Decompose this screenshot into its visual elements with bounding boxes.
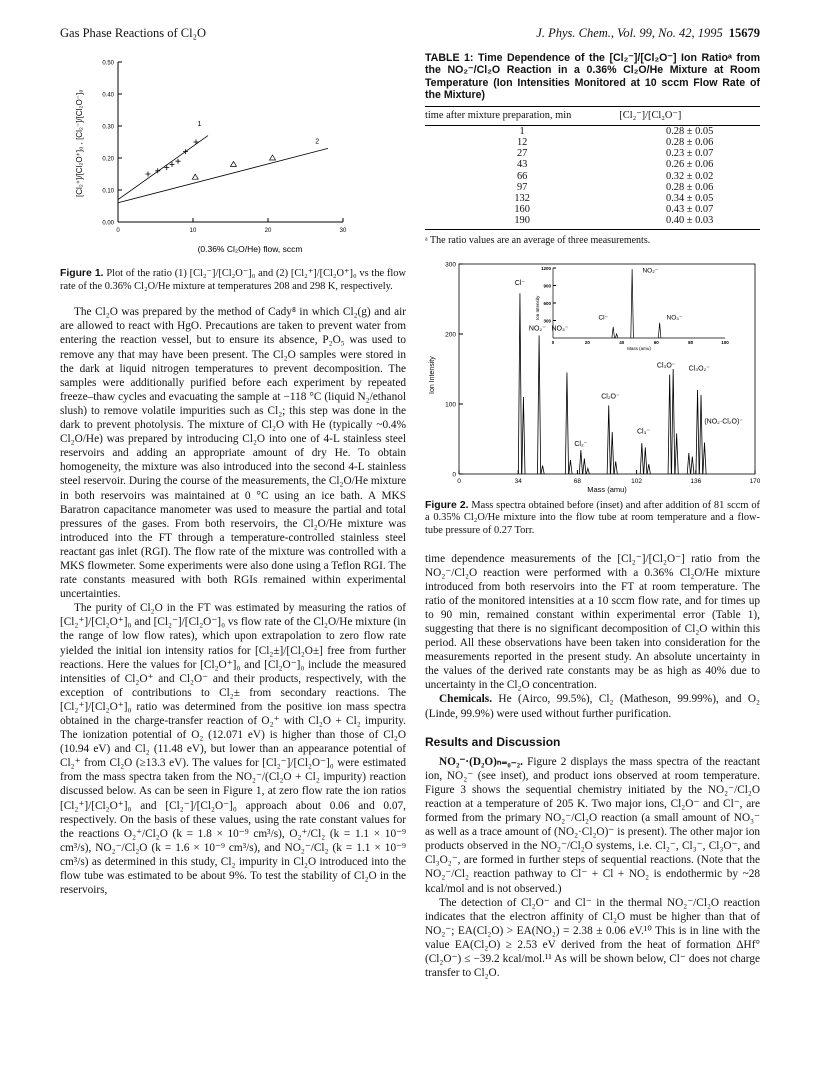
figure-1-caption-text: Plot of the ratio (1) [Cl₂⁻]/[Cl₂O⁻]₀ and (2) [Cl₂⁺]/[Cl₂O⁺]₀ vs the flow rate of the 0.36% Cl₂O/He mixture at temperatures 208 and 298 K, respectively. bbox=[60, 268, 406, 292]
table-cell-ratio: 0.28 ± 0.06 bbox=[666, 181, 714, 193]
table-1-footnote: ᵃ The ratio values are an average of three measurements. bbox=[425, 234, 651, 246]
figure-1-curve-2-label: 2 bbox=[315, 138, 320, 146]
figure-2-peak bbox=[607, 405, 610, 474]
figure-2-peak bbox=[640, 443, 643, 474]
figure-2-inset bbox=[535, 266, 729, 351]
figure-2-caption-label: Figure 2. bbox=[425, 499, 469, 511]
table-row bbox=[425, 125, 760, 137]
no2-results-text: Figure 2 displays the mass spectra of the reactant ion, NO₂⁻ (see inset), and product ions observed at room temperature. Figure 3 shows the sequential chemistry initiated by the NO₂⁻/Cl₂O reaction at a temperature of 205 K. Two major ions, Cl₂O⁻ and Cl⁻, are formed from the primary NO₂⁻/Cl₂O reaction (a small amount of NO₃⁻ as well as a trace amount of (NO₂·Cl₂O)⁻ is present). The other major ion products observed in the NO₂⁻/Cl₂O systems, i.e. Cl₂⁻, Cl₃⁻, Cl₃O⁻, and Cl₃O₂⁻, are formed in further steps of sequential reactions. (Note that the NO₂⁻/Cl₂ reaction pathway to Cl⁻ + Cl + NO₂ is endothermic by ~28 kcal/mol and is not observed.) bbox=[425, 755, 760, 895]
figure-2-y-tick-label: 0 bbox=[452, 471, 456, 479]
figure-1-x-tick-label: 20 bbox=[264, 228, 272, 234]
table-1-header-ratio: [Cl₂⁻]/[Cl₂O⁻] bbox=[619, 106, 760, 125]
figure-2-peak bbox=[583, 458, 586, 473]
figure-1-curve-1-label: 1 bbox=[197, 121, 202, 128]
figure-2-x-tick-label: 102 bbox=[631, 477, 643, 485]
figure-1-fit-line-1 bbox=[118, 136, 208, 200]
figure-1-y-label: [Cl₂⁺]/[Cl₂O⁺]₀ , [Cl₂⁻]/[Cl₂O⁻]₀ bbox=[75, 89, 84, 197]
table-row bbox=[425, 182, 760, 193]
running-head-left: Gas Phase Reactions of Cl₂O bbox=[60, 26, 207, 40]
table-cell-time: 190 bbox=[425, 215, 619, 229]
figure-2-inset-y-tick-label: 1200 bbox=[540, 265, 551, 271]
paragraph-cl2o-preparation: The Cl₂O was prepared by the method of Cady⁸ in which Cl₂(g) and air are allowed to react with HgO. Precautions are taken to prevent water from entering the reaction vessel, but to ensure its absence, P₂O₅ was used to remove any that may have been present. The Cl₂O samples were stored in the dark at liquid nitrogen temperatures to prevent decomposition. The samples were additionally purified before each experiment by repeated freeze–thaw cycles and evacuating the sample at −118 °C (liquid N₂/ethanol slush) to remove volatile impurities such as Cl₂; this step was done in the dark to prevent photolysis. The mixture of Cl₂O with He (typically ~0.4% Cl₂O/He) was prepared by introducing Cl₂O into one of 4-L stainless steel reservoirs and adding an appropriate amount of dry He. To obtain homogeneity, the mixture was also introduced into the second 4-L stainless steel reservoir. During the course of the measurements, the Cl₂O/He mixture in both reservoirs was maintained at 0 °C using an ice bath. A MKS Baratron capacitance manometer was used to measure the partial and total pressures of the gases. From both reservoirs, the Cl₂O/He mixture was introduced into the FT through a temperature-controlled stainless steel reactant gas inlet (RGI). The flow rate of the mixture was controlled with a MKS flowmeter. Some experiments were also done using a Teflon RGI. The rate constants measured with both RGIs remained within experimental uncertainties. bbox=[60, 306, 406, 601]
figure-2-inset-peak bbox=[631, 269, 634, 338]
figure-1-caption bbox=[60, 268, 406, 293]
figure-1-point-series-1 bbox=[146, 172, 151, 177]
figure-2-peak-label-cl3o2: Cl₃O₂⁻ bbox=[688, 365, 710, 373]
figure-2-peak bbox=[518, 293, 521, 474]
figure-2-peak bbox=[569, 460, 572, 474]
table-cell-ratio: 0.32 ± 0.02 bbox=[666, 170, 714, 182]
figure-1-y-tick-label: 0.30 bbox=[102, 124, 114, 131]
table-cell-ratio: 0.34 ± 0.05 bbox=[666, 192, 714, 204]
figure-2-caption-text: Mass spectra obtained before (inset) and after addition of 81 sccm of a 0.35% Cl₂O/He mixture into the flow tube at room temperature and a flow-tube pressure of 0.27 Torr. bbox=[425, 499, 760, 536]
figure-2-inset-peak bbox=[658, 322, 661, 337]
table-row bbox=[425, 159, 760, 170]
figure-2-peak-label-cl2: Cl₂⁻ bbox=[574, 440, 588, 448]
figure-1-point-series-2 bbox=[270, 155, 276, 160]
figure-2-inset-x-label: Mass (amu) bbox=[627, 345, 651, 351]
table-row bbox=[425, 148, 760, 159]
figure-2-peak bbox=[541, 465, 544, 473]
table-cell-ratio: 0.40 ± 0.03 bbox=[619, 215, 760, 229]
figure-2-inset-x-tick-label: 20 bbox=[584, 339, 590, 345]
figure-1-caption-label: Figure 1. bbox=[60, 268, 104, 280]
figure-2-peak bbox=[703, 442, 706, 474]
figure-1-plot bbox=[60, 52, 406, 262]
table-row bbox=[425, 204, 760, 215]
figure-2-peak bbox=[644, 447, 647, 474]
figure-2-x-tick-label: 170 bbox=[749, 477, 760, 485]
figure-2-y-tick-label: 300 bbox=[445, 261, 456, 269]
table-cell-time: 1 bbox=[519, 125, 525, 137]
figure-2-caption bbox=[425, 500, 760, 538]
figure-2-x-tick-label: 68 bbox=[573, 477, 582, 485]
figure-2-peak-label-no3: NO₃⁻ bbox=[551, 325, 569, 333]
figure-2-peak bbox=[586, 468, 589, 474]
table-cell-time: 66 bbox=[516, 170, 528, 182]
figure-1-y-tick-label: 0.40 bbox=[102, 92, 114, 99]
figure-1-fit-line-2 bbox=[118, 148, 328, 202]
figure-2-frame bbox=[459, 264, 755, 474]
figure-2-peak bbox=[696, 390, 699, 474]
figure-1-x-tick-label: 10 bbox=[189, 228, 197, 234]
table-cell-time: 27 bbox=[516, 148, 528, 160]
no2-subheading: NO₂⁻·(D₂O)ₙ₌₀₋₂. bbox=[439, 755, 523, 768]
paragraph-electron-affinity: The detection of Cl₂O⁻ and Cl⁻ in the thermal NO₂⁻/Cl₂O reaction indicates that the electron affinity of Cl₂O must be higher than that of NO₂⁻; EA(Cl₂O) > EA(NO₂) = 2.38 ± 0.06 eV.¹⁰ This is in line with the value EA(Cl₂O) ≥ 2.53 eV derived from the heat of formation ΔHf°(Cl₂O⁻) ≤ −39.2 kcal/mol.¹¹ As will be shown below, Cl⁻ does not charge transfer to Cl₂O. bbox=[425, 896, 760, 980]
figure-2-inset-label-no2: NO₂⁻ bbox=[642, 267, 659, 275]
figure-1-x-tick-label: 30 bbox=[339, 228, 347, 234]
figure-2-x-label: Mass (amu) bbox=[587, 484, 627, 494]
figure-2-y-tick-label: 100 bbox=[445, 401, 456, 409]
figure-2-peak bbox=[611, 432, 614, 474]
figure-2-x-tick-label: 136 bbox=[690, 477, 702, 485]
figure-2-inset-y-tick-label: 900 bbox=[543, 283, 551, 289]
chemicals-heading: Chemicals. bbox=[439, 693, 493, 706]
figure-2-y-tick-label: 200 bbox=[445, 331, 456, 339]
figure-1-point-series-1 bbox=[176, 159, 181, 164]
figure-2-peak bbox=[668, 374, 671, 473]
table-cell-ratio: 0.28 ± 0.06 bbox=[666, 136, 714, 148]
table-1-title: TABLE 1: Time Dependence of the [Cl₂⁻]/[Cl₂O⁻] Ion Ratioᵃ from the NO₂⁻/Cl₂O Reaction in a 0.36% Cl₂O/He Mixture at Room Temperature (Ion Intensities Monitored at 10 sccm Flow Rate of the Mixture) bbox=[425, 52, 760, 102]
figure-2-peak-label-cl2o: Cl₂O⁻ bbox=[601, 393, 620, 401]
chemicals-text: He (Airco, 99.5%), Cl₂ (Matheson, 99.99%), and O₂ (Linde, 99.9%) were used without further purification. bbox=[425, 693, 760, 720]
paragraph-no2-results bbox=[425, 755, 760, 896]
right-column bbox=[425, 52, 760, 980]
figure-2-peak bbox=[672, 369, 675, 474]
figure-1-y-tick-label: 0.50 bbox=[102, 60, 114, 67]
figure-2-peak bbox=[537, 335, 540, 474]
figure-2-peak bbox=[614, 461, 617, 474]
table-row bbox=[425, 137, 760, 148]
figure-1-point-series-1 bbox=[183, 149, 188, 154]
figure-2-peak bbox=[691, 456, 694, 474]
figure-2-peak bbox=[699, 395, 702, 474]
journal-citation: J. Phys. Chem., Vol. 99, No. 42, 1995 bbox=[536, 26, 723, 40]
table-cell-time: 12 bbox=[516, 136, 528, 148]
paragraph-cl2o-purity: The purity of Cl₂O in the FT was estimated by measuring the ratios of [Cl₂⁺]/[Cl₂O⁺]₀ and [Cl₂⁻]/[Cl₂O⁻]₀ vs flow rate of the Cl₂O/He mixture (in the range of low flow rates), which upon extrapolation to zero flow rate yielded the initial ion intensity ratios for [Cl₂±]/[Cl₂O±] free from further reactions. Here the values for [Cl₂O⁺]₀ and [Cl₂O⁻]₀ include the measured intensities of Cl₂O⁺ and Cl₂O⁻ and their products, respectively, with the exception of contributions to Cl₂± from secondary reactions. The [Cl₂⁺]/[Cl₂O⁺]₀ ratio was determined from the positive ion mass spectra obtained in the charge-transfer reaction of O₂⁺ with Cl₂O + Cl₂ impurity. The ionization potential of O₂ (12.071 eV) is higher than those of Cl₂O (10.94 eV) and Cl₂ (11.48 eV), but lower than an appearance potential of Cl₂⁺ from Cl₂O (≥13.3 eV). The values for [Cl₂⁻]/[Cl₂O⁻]₀ were estimated from the mass spectra taken from the NO₂⁻/(Cl₂O + Cl₂ impurity) reaction discussed below. As can be seen in Figure 1, at zero flow rate the ion ratios [Cl₂⁺]/[Cl₂O⁺]₀ and [Cl₂⁻]/[Cl₂O⁻]₀ approach about 0.06 and 0.07, respectively. On the basis of these values, using the rate constant values for the reactions O₂⁺/Cl₂O (k = 1.8 × 10⁻⁹ cm³/s), O₂⁺/Cl₂ (k = 1.1 × 10⁻⁹ cm³/s), NO₂⁻/Cl₂O (k = 1.6 × 10⁻⁹ cm³/s), and NO₂⁻/Cl₂ (k = 1.1 × 10⁻⁹ cm³/s) as determined in this study, Cl₂ impurity in Cl₂O introduced into the flow tube was estimated to be about 9%. To test the stability of Cl₂O in the reservoirs, bbox=[60, 602, 406, 897]
figure-2-peak-label-no2: NO₂⁻ bbox=[528, 325, 546, 333]
figure-2-inset-peak bbox=[615, 334, 618, 338]
table-cell-time: 43 bbox=[516, 159, 528, 171]
table-cell-time: 97 bbox=[516, 181, 528, 193]
figure-1-point-series-2 bbox=[192, 174, 198, 179]
figure-2-peak-label-cl3o: Cl₃O⁻ bbox=[656, 362, 676, 370]
figure-2-peak bbox=[522, 397, 525, 474]
figure-2-inset-y-tick-label: 300 bbox=[543, 318, 551, 324]
figure-2-inset-x-tick-label: 100 bbox=[721, 339, 729, 345]
figure-2-inset-y-tick-label: 600 bbox=[543, 300, 551, 306]
figure-2-inset-y-label: Ion Intensity bbox=[535, 295, 540, 320]
paragraph-chemicals bbox=[425, 692, 760, 720]
figure-1-point-series-1 bbox=[194, 140, 199, 145]
running-head-right bbox=[536, 26, 760, 41]
figure-2-peak bbox=[579, 450, 582, 474]
paragraph-time-dependence: time dependence measurements of the [Cl₂⁻]/[Cl₂O⁻] ratio from the NO₂⁻/Cl₂O reaction were performed with a 0.36% Cl₂O/He mixture introduced from both reservoirs into the FT at room temperature. The ratio of the monitored intensities at a 10 sccm flow rate, and for times up to 90 min, remained constant within experimental error (Table 1), suggesting that there is no significant decomposition of Cl₂O within this period. All these observations have been taken into consideration for the measurements reported in the present study. An absolute uncertainty in the values of the derived rate constants may be as high as 40% due to uncertainty in the Cl₂O concentration. bbox=[425, 552, 760, 692]
figure-2-peak bbox=[675, 433, 678, 474]
figure-1-data bbox=[118, 121, 328, 203]
figure-2-inset-label-cl: Cl⁻ bbox=[598, 313, 609, 321]
figure-1-x-tick-label: 0 bbox=[116, 228, 120, 234]
figure-2-peak-label-adduct: (NO₂·Cl₂O)⁻ bbox=[704, 418, 744, 426]
table-row bbox=[425, 193, 760, 204]
figure-2-inset-x-tick-label: 80 bbox=[688, 339, 694, 345]
figure-2-x-tick-label: 0 bbox=[457, 477, 461, 485]
figure-2-peak bbox=[647, 464, 650, 474]
figure-2-peak bbox=[565, 372, 568, 474]
table-cell-time: 160 bbox=[514, 204, 530, 216]
figure-2-peak-label-cl3: Cl₃⁻ bbox=[636, 428, 651, 436]
figure-2-inset-x-tick-label: 0 bbox=[551, 339, 555, 345]
figure-2-inset-peak bbox=[612, 327, 615, 338]
figure-2-peak-label-cl: Cl⁻ bbox=[514, 279, 526, 287]
left-column bbox=[60, 52, 406, 897]
table-1-header-time: time after mixture preparation, min bbox=[425, 106, 619, 125]
table-cell-ratio: 0.28 ± 0.05 bbox=[666, 125, 714, 137]
table-cell-time: 132 bbox=[514, 192, 530, 204]
figure-2-mass-spectrum bbox=[425, 256, 760, 496]
figure-2-peak bbox=[687, 453, 690, 474]
section-heading-results: Results and Discussion bbox=[425, 734, 561, 749]
figure-2-x-tick-label: 34 bbox=[514, 477, 522, 485]
figure-1-point-series-2 bbox=[231, 161, 237, 166]
figure-2-axes bbox=[445, 261, 760, 485]
table-cell-ratio: 0.43 ± 0.07 bbox=[666, 204, 714, 216]
figure-1-y-tick-label: 0.00 bbox=[102, 220, 114, 227]
figure-1-axes bbox=[102, 61, 347, 235]
figure-2-inset-label-no3: NO₃⁻ bbox=[666, 313, 683, 321]
figure-1-y-tick-label: 0.10 bbox=[102, 188, 114, 195]
figure-1-x-label: (0.36% Cl₂O/He) flow, sccm bbox=[197, 244, 303, 254]
table-cell-ratio: 0.26 ± 0.06 bbox=[666, 159, 714, 171]
figure-2-y-label: Ion Intensity bbox=[429, 355, 436, 394]
figure-2-inset-x-tick-label: 60 bbox=[653, 339, 659, 345]
figure-2-inset-x-tick-label: 40 bbox=[619, 339, 625, 345]
figure-1-y-tick-label: 0.20 bbox=[102, 156, 114, 163]
page-number: 15679 bbox=[728, 26, 760, 40]
table-cell-ratio: 0.23 ± 0.07 bbox=[666, 148, 714, 160]
table-row bbox=[425, 215, 760, 229]
table-row bbox=[425, 171, 760, 182]
table-1 bbox=[425, 106, 760, 230]
